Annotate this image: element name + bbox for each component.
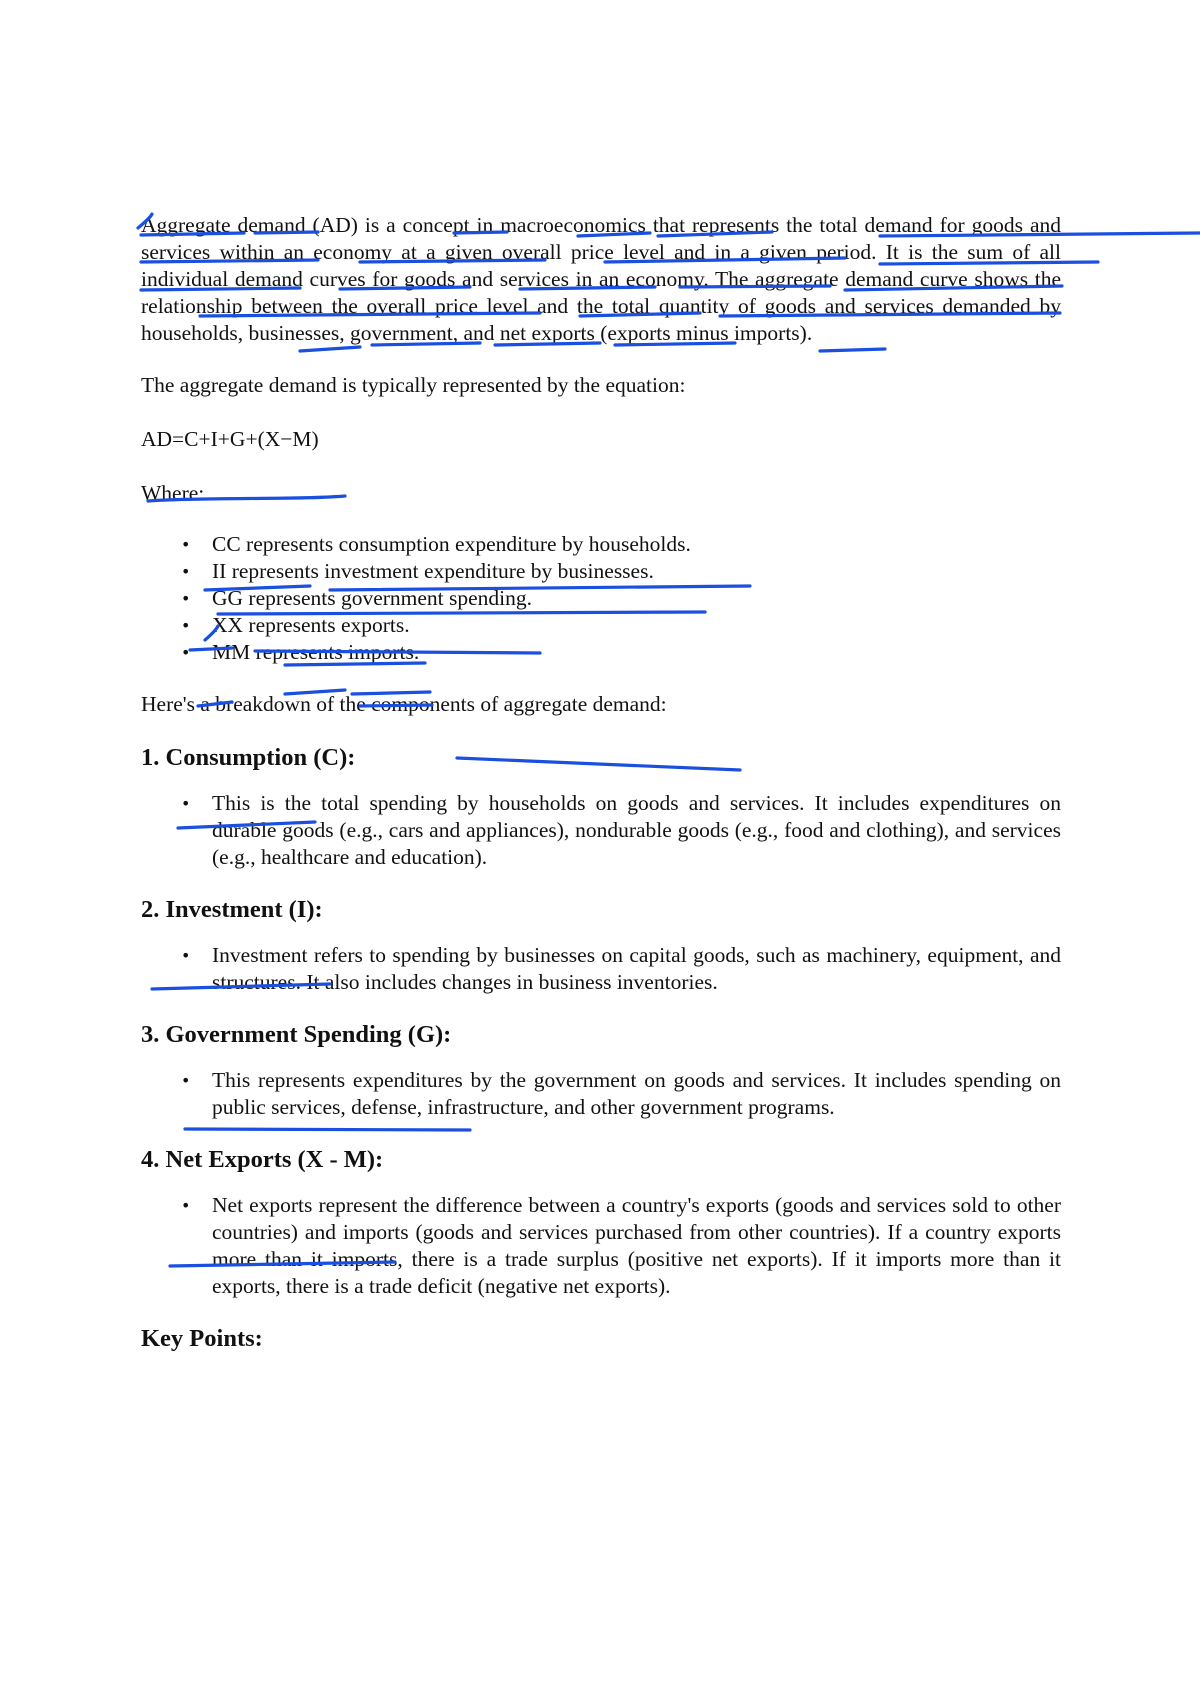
list-item: • Investment refers to spending by businesses on capital goods, such as machinery, equipment, and structures. It also includes changes in business inventories. (141, 942, 1061, 996)
section-heading: 1. Consumption (C): (141, 744, 356, 771)
list-item: • II represents investment expenditure by businesses. (141, 558, 1061, 585)
equation: AD=C+I+G+(X−M) (141, 427, 319, 451)
list-item: • MM represents imports. (141, 639, 1061, 666)
key-points-heading: Key Points: (141, 1325, 263, 1352)
intro-paragraph: Aggregate demand (AD) is a concept in macroeconomics that represents the total demand for goods and services within an economy at a given overall price level and in a given period. It is the sum of all individual demand curves for goods and services in an economy. The aggregate demand curve shows the relationship between the overall price level and the total quantity of goods and services demanded by households, businesses, government, and net exports (exports minus imports). (141, 213, 1061, 345)
section-bullets (141, 942, 1061, 996)
section-heading: 4. Net Exports (X - M): (141, 1146, 384, 1173)
list-item: • This is the total spending by households on goods and services. It includes expenditures on durable goods (e.g., cars and appliances), nondurable goods (e.g., food and clothing), and services (e.g., healthcare and education). (141, 790, 1061, 871)
section-heading: 2. Investment (I): (141, 896, 323, 923)
document-body (141, 212, 1061, 1355)
list-item: • GG represents government spending. (141, 585, 1061, 612)
section-bullets (141, 790, 1061, 871)
where-label: Where: (141, 481, 205, 505)
section-consumption (141, 742, 1061, 871)
section-bullets (141, 1067, 1061, 1121)
breakdown-intro: Here's a breakdown of the components of aggregate demand: (141, 692, 667, 716)
list-item: • CC represents consumption expenditure by households. (141, 531, 1061, 558)
section-bullets (141, 1192, 1061, 1300)
section-net-exports (141, 1144, 1061, 1300)
section-heading: 3. Government Spending (G): (141, 1021, 452, 1048)
list-item: • This represents expenditures by the government on goods and services. It includes spending on public services, defense, infrastructure, and other government programs. (141, 1067, 1061, 1121)
list-item: • XX represents exports. (141, 612, 1061, 639)
section-investment (141, 894, 1061, 996)
section-government-spending (141, 1019, 1061, 1121)
list-item: • Net exports represent the difference between a country's exports (goods and services sold to other countries) and imports (goods and services purchased from other countries). If a country exports more than it imports, there is a trade surplus (positive net exports). If it imports more than it exports, there is a trade deficit (negative net exports). (141, 1192, 1061, 1300)
equation-intro: The aggregate demand is typically represented by the equation: (141, 373, 686, 397)
variable-list (141, 531, 1061, 666)
